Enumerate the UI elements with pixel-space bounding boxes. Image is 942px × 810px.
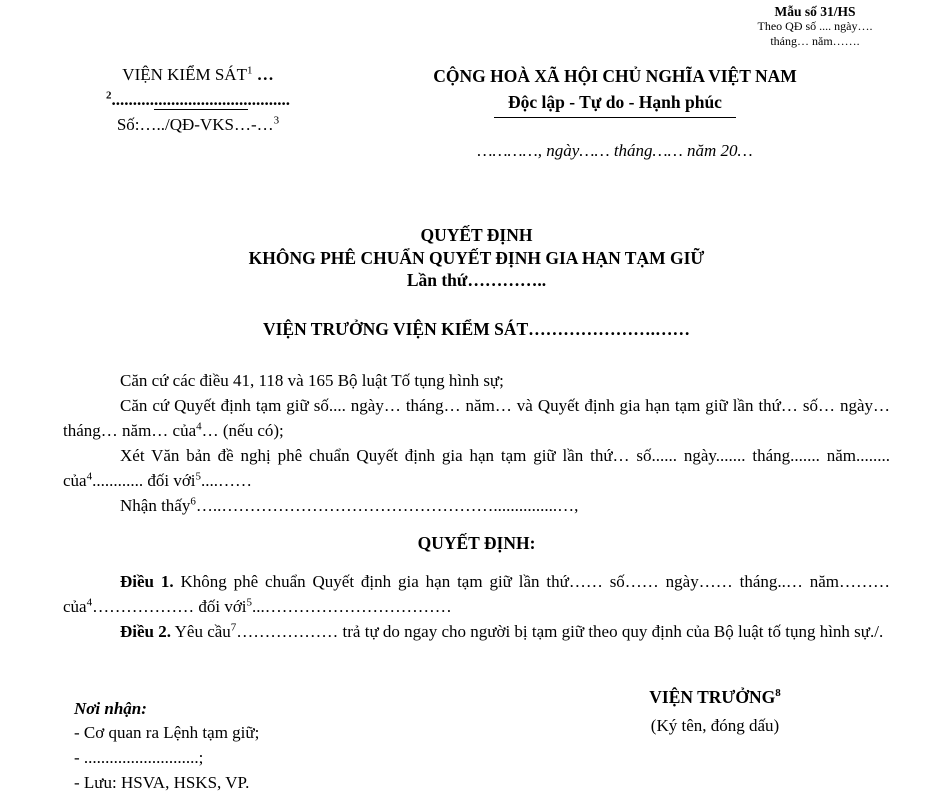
form-number: Mẫu số 31/HS — [774, 4, 856, 19]
recipient-item: - ...........................; — [74, 748, 204, 767]
form-ref-line1: Theo QĐ số .... ngày…. — [757, 19, 873, 33]
recipients-title: Nơi nhận: — [74, 699, 147, 718]
date-line: …………, ngày…… tháng…… năm 20… — [477, 141, 753, 160]
agency-name — [56, 62, 340, 87]
paragraph-text: ...…………………………… — [252, 596, 452, 616]
footnote-marker-5: 5 — [246, 595, 253, 608]
article-2-label: Điều 2. — [120, 621, 171, 641]
paragraph-text: … (nếu có); — [201, 420, 284, 440]
national-header-block — [385, 64, 845, 163]
recipient-item: - Cơ quan ra Lệnh tạm giữ; — [74, 723, 260, 742]
issuing-agency-block — [56, 62, 340, 137]
paragraph-text: ……………… đối với — [92, 596, 247, 616]
articles-block — [63, 569, 890, 644]
form-number-block — [706, 4, 924, 49]
decision-section-heading: QUYẾT ĐỊNH: — [417, 532, 536, 553]
findings-paragraph — [63, 493, 890, 518]
paragraph-text: ............ đối với — [92, 470, 196, 490]
signature-note: (Ký tên, đóng dấu) — [650, 716, 780, 735]
article-2 — [63, 619, 890, 644]
national-motto: Độc lập - Tự do - Hạnh phúc — [494, 90, 736, 118]
authority-line: VIỆN TRƯỞNG VIỆN KIỂM SÁT………………….…… — [262, 318, 690, 339]
decision-ordinal: Lần thứ………….. — [406, 270, 547, 290]
footnote-marker-3: 3 — [273, 114, 280, 127]
footnote-marker-8: 8 — [775, 687, 781, 700]
recipients-block — [74, 698, 259, 795]
national-motto-row — [385, 88, 845, 118]
signer-title — [595, 686, 835, 708]
proposal-paragraph — [63, 443, 890, 493]
agency-dots-underlined: ...................... — [154, 90, 248, 109]
document-number-text: Số:…../QĐ-VKS…-… — [116, 115, 274, 134]
agency-name-text: VIỆN KIỂM SÁT — [122, 65, 247, 84]
paragraph-text: …..…………………………………………...............…, — [195, 495, 579, 515]
paragraph-text: Không phê chuẩn Quyết định gia hạn tạm giữ lần thứ…… số…… ngày…… tháng..… năm……… của — [63, 571, 891, 616]
agency-dotted-line — [56, 87, 340, 112]
agency-dots-right: .......... — [247, 90, 290, 109]
signer-title-text: VIỆN TRƯỞNG — [649, 687, 776, 707]
paragraph-text: Nhận thấy — [120, 495, 191, 515]
footnote-marker-1: 1 — [246, 64, 253, 77]
paragraph-text: Xét Văn bản đề nghị phê chuẩn Quyết định gia hạn tạm giữ lần thứ… số...... ngày....... tháng....... năm........ của — [63, 445, 890, 490]
footnote-marker-6: 6 — [190, 494, 196, 507]
article-1 — [63, 569, 890, 619]
agency-name-ellipsis: … — [252, 65, 274, 84]
footnote-marker-4: 4 — [196, 419, 202, 432]
recipient-item: - Lưu: HSVA, HSKS, VP. — [74, 773, 250, 792]
article-1-label: Điều 1. — [120, 571, 174, 591]
legal-basis-paragraph: Căn cứ các điều 41, 118 và 165 Bộ luật Tố tụng hình sự; — [120, 370, 504, 390]
national-title: CỘNG HOÀ XÃ HỘI CHỦ NGHĨA VIỆT NAM — [433, 66, 797, 86]
footnote-marker-4: 4 — [86, 469, 93, 482]
paragraph-text: ....…… — [201, 470, 253, 490]
detention-decision-paragraph — [63, 393, 890, 443]
paragraph-text: Yêu cầu — [171, 621, 231, 641]
footnote-marker-5: 5 — [195, 469, 202, 482]
decision-title-block — [63, 224, 890, 292]
main-content — [63, 224, 890, 644]
paragraph-text: ……………… trả tự do ngay cho người bị tạm giữ theo quy định của Bộ luật tố tụng hình sự./. — [236, 621, 884, 641]
document-number — [56, 112, 340, 137]
agency-dots-left: .......... — [111, 90, 154, 109]
paragraph-text: Căn cứ Quyết định tạm giữ số.... ngày… tháng… năm… và Quyết định gia hạn tạm giữ lần thứ… số… ngày… tháng… năm… của — [63, 395, 890, 440]
signature-block — [595, 686, 835, 736]
footnote-marker-2: 2 — [106, 89, 112, 102]
form-ref-line2: tháng… năm……. — [770, 34, 860, 48]
decision-subtitle: KHÔNG PHÊ CHUẨN QUYẾT ĐỊNH GIA HẠN TẠM GIỮ — [248, 247, 705, 268]
footnote-marker-4: 4 — [86, 595, 93, 608]
footnote-marker-7: 7 — [230, 620, 237, 633]
decision-title: QUYẾT ĐỊNH — [420, 225, 533, 245]
